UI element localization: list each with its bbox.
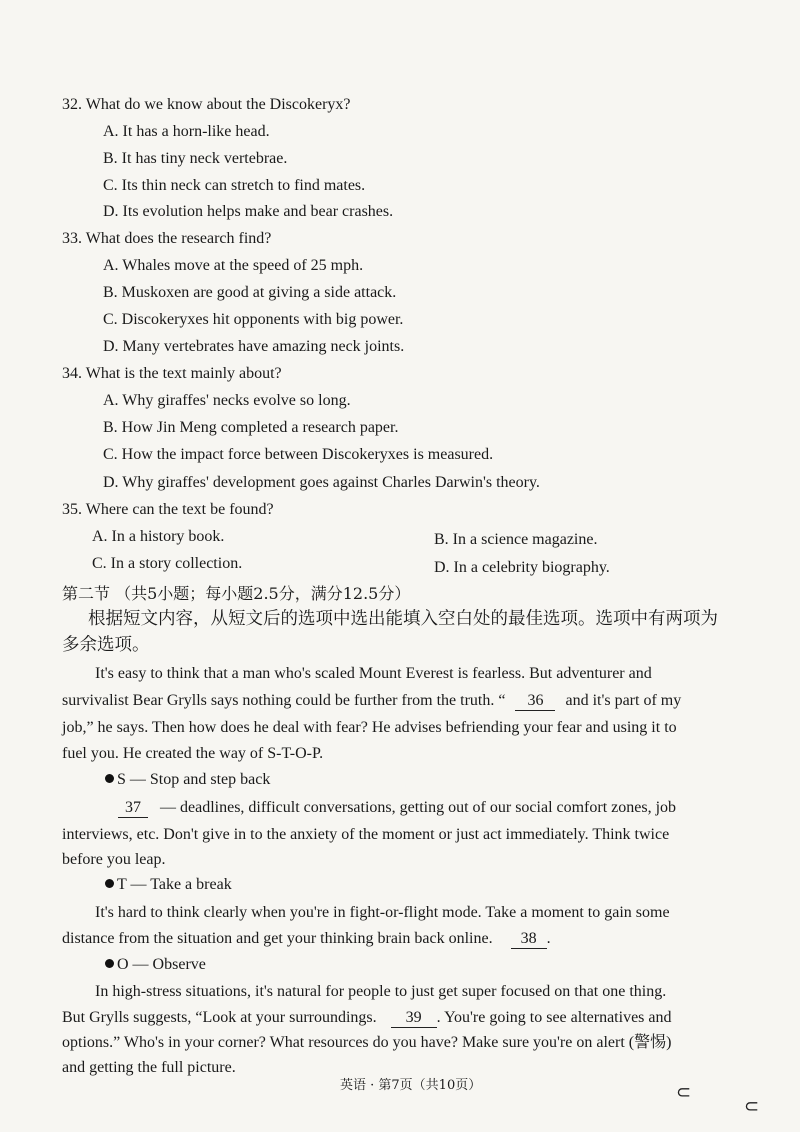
section-instruction-line1: 根据短文内容，从短文后的选项中选出能填入空白处的最佳选项。选项中有两项为 (88, 609, 718, 629)
passage-o-line3: options.” Who's in your corner? What resources do you have? Make sure you're on alert (警惕) (62, 1034, 672, 1051)
section-instruction-line2: 多余选项。 (62, 635, 150, 655)
question-32-option-d: D. Its evolution helps make and bear crashes. (103, 203, 394, 220)
passage-p1-line1: It's easy to think that a man who's scaled Mount Everest is fearless. But adventurer and (95, 665, 652, 682)
question-34-stem: 34. What is the text mainly about? (62, 365, 282, 382)
passage-o-line1: In high-stress situations, it's natural for people to just get super focused on that one thing. (95, 983, 667, 1000)
bullet-icon (105, 774, 114, 783)
passage-p1-line3: job,” he says. Then how does he deal with fear? He advises befriending your fear and using it to (62, 719, 677, 736)
passage-s-line1-text: — deadlines, difficult conversations, getting out of our social comfort zones, job (160, 799, 677, 816)
question-34-option-a: A. Why giraffes' necks evolve so long. (103, 392, 351, 409)
question-33-option-a: A. Whales move at the speed of 25 mph. (103, 257, 364, 274)
blank-37[interactable]: 37 (118, 799, 148, 818)
blank-38[interactable]: 38 (511, 930, 547, 949)
question-33-option-d: D. Many vertebrates have amazing neck joints. (103, 338, 405, 355)
bullet-icon (105, 879, 114, 888)
passage-t-line1: It's hard to think clearly when you're in fight-or-flight mode. Take a moment to gain some (95, 904, 670, 921)
passage-t-line2-text: distance from the situation and get your thinking brain back online. (62, 930, 493, 947)
question-33-stem: 33. What does the research find? (62, 230, 272, 247)
passage-s-line2: interviews, etc. Don't give in to the anxiety of the moment or just act immediately. Think twice (62, 826, 670, 843)
question-35-option-a: A. In a history book. (92, 528, 225, 545)
question-35-option-b: B. In a science magazine. (434, 531, 598, 548)
question-32-stem: 32. What do we know about the Discokeryx? (62, 96, 351, 113)
question-35-option-d: D. In a celebrity biography. (434, 559, 610, 576)
page-footer: 英语 · 第7页（共10页） (340, 1078, 482, 1093)
question-33-option-c: C. Discokeryxes hit opponents with big power. (103, 311, 404, 328)
question-32-option-a: A. It has a horn-like head. (103, 123, 270, 140)
passage-o-line2 (62, 1008, 672, 1028)
step-o-heading-text: O — Observe (117, 956, 206, 973)
passage-p1-line2-text: survivalist Bear Grylls says nothing could be further from the truth. “ (62, 692, 506, 709)
question-33-option-b: B. Muskoxen are good at giving a side attack. (103, 284, 397, 301)
step-s-heading (105, 771, 270, 789)
question-34-option-c: C. How the impact force between Discokeryxes is measured. (103, 446, 494, 463)
question-34-option-b: B. How Jin Meng completed a research paper. (103, 419, 399, 436)
passage-o-line4: and getting the full picture. (62, 1059, 236, 1076)
corner-mark-icon: ⊂ (744, 1096, 760, 1117)
question-32-option-b: B. It has tiny neck vertebrae. (103, 150, 288, 167)
question-32-option-c: C. Its thin neck can stretch to find mates. (103, 177, 366, 194)
corner-mark-icon: ⊂ (676, 1082, 692, 1103)
passage-s-line1 (118, 798, 676, 818)
step-o-heading (105, 956, 206, 974)
blank-39[interactable]: 39 (391, 1009, 437, 1028)
passage-p1-line2-text-end: and it's part of my (565, 692, 682, 709)
step-s-heading-text: S — Stop and step back (117, 771, 271, 788)
section-heading: 第二节 （共5小题；每小题2.5分，满分12.5分） (62, 584, 411, 603)
passage-p1-line2 (62, 691, 681, 711)
question-35-stem: 35. Where can the text be found? (62, 501, 274, 518)
step-t-heading-text: T — Take a break (117, 876, 232, 893)
question-35-option-c: C. In a story collection. (92, 555, 243, 572)
step-t-heading (105, 876, 232, 894)
question-34-option-d: D. Why giraffes' development goes against Charles Darwin's theory. (103, 474, 540, 491)
passage-o-line2-text-end: . You're going to see alternatives and (436, 1009, 672, 1026)
blank-36[interactable]: 36 (515, 692, 555, 711)
bullet-icon (105, 959, 114, 968)
passage-t-line2: distance from the situation and get your thinking brain back online. 38 . (62, 930, 551, 947)
passage-o-line2-text: But Grylls suggests, “Look at your surroundings. (62, 1009, 377, 1026)
passage-s-line3: before you leap. (62, 851, 166, 868)
passage-p1-line4: fuel you. He created the way of S-T-O-P. (62, 745, 324, 762)
